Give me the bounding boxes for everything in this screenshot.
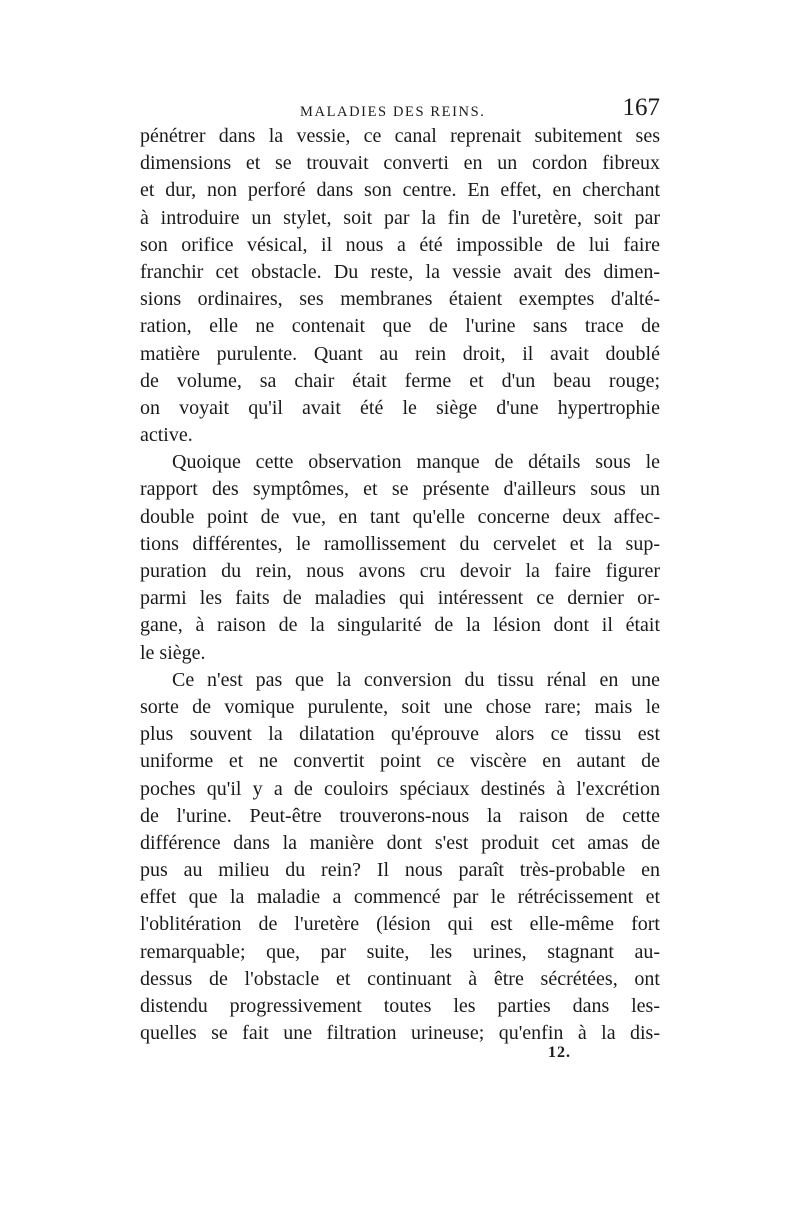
- text-line: de l'urine. Peut-être trouverons-nous la raison de cette: [140, 804, 660, 827]
- text-line: ration, elle ne contenait que de l'urine sans trace de: [140, 315, 660, 338]
- body-text: [140, 123, 660, 1047]
- text-line: effet que la maladie a commencé par le rétrécissement et: [140, 886, 660, 909]
- text-line: sions ordinaires, ses membranes étaient exemptes d'alté-: [140, 288, 660, 311]
- text-line: et dur, non perforé dans son centre. En effet, en cherchant: [140, 179, 660, 202]
- signature-mark: 12.: [548, 1044, 571, 1061]
- text-line: pus au milieu du rein? Il nous paraît très-probable en: [140, 859, 660, 882]
- text-line: on voyait qu'il avait été le siège d'une hypertrophie: [140, 396, 660, 419]
- text-line: rapport des symptômes, et se présente d'ailleurs sous un: [140, 478, 660, 501]
- text-line: le siège.: [140, 641, 206, 664]
- text-line: dimensions et se trouvait converti en un cordon fibreux: [140, 152, 660, 175]
- text-line: dessus de l'obstacle et continuant à être sécrétées, ont: [140, 967, 660, 990]
- text-line: à introduire un stylet, soit par la fin de l'uretère, soit par: [140, 206, 660, 229]
- text-line: plus souvent la dilatation qu'éprouve alors ce tissu est: [140, 723, 660, 746]
- page-number: 167: [622, 94, 660, 121]
- text-line: tions différentes, le ramollissement du cervelet et la sup-: [140, 532, 660, 555]
- text-line: gane, à raison de la singularité de la lésion dont il était: [140, 614, 660, 637]
- text-line: double point de vue, en tant qu'elle concerne deux affec-: [140, 505, 660, 528]
- text-line: l'oblitération de l'uretère (lésion qui est elle-même fort: [140, 913, 660, 936]
- text-line: pénétrer dans la vessie, ce canal reprenait subitement ses: [140, 125, 660, 147]
- text-line: active.: [140, 424, 193, 447]
- text-line: distendu progressivement toutes les parties dans les-: [140, 995, 660, 1017]
- text-line: remarquable; que, par suite, les urines, stagnant au-: [140, 940, 660, 963]
- text-line: franchir cet obstacle. Du reste, la vessie avait des dimen-: [140, 260, 660, 283]
- text-line: sorte de vomique purulente, soit une chose rare; mais le: [140, 695, 660, 718]
- paragraph-start-line: Quoique cette observation manque de détails sous le: [172, 451, 660, 474]
- text-line: uniforme et ne convertit point ce viscère en autant de: [140, 750, 660, 773]
- text-line: quelles se fait une filtration urineuse; qu'enfin à la dis-: [140, 1022, 660, 1045]
- text-line: puration du rein, nous avons cru devoir la faire figurer: [140, 560, 660, 582]
- text-line: matière purulente. Quant au rein droit, il avait doublé: [140, 342, 660, 365]
- text-line: de volume, sa chair était ferme et d'un beau rouge;: [140, 369, 660, 392]
- paragraph-start-line: Ce n'est pas que la conversion du tissu rénal en une: [172, 668, 660, 691]
- text-line: parmi les faits de maladies qui intéressent ce dernier or-: [140, 587, 660, 610]
- text-line: son orifice vésical, il nous a été impossible de lui faire: [140, 233, 660, 256]
- text-line: différence dans la manière dont s'est produit cet amas de: [140, 831, 660, 854]
- running-title: MALADIES DES REINS.: [300, 104, 486, 120]
- running-head: [130, 94, 660, 124]
- text-line: poches qu'il y a de couloirs spéciaux destinés à l'excrétion: [140, 777, 660, 800]
